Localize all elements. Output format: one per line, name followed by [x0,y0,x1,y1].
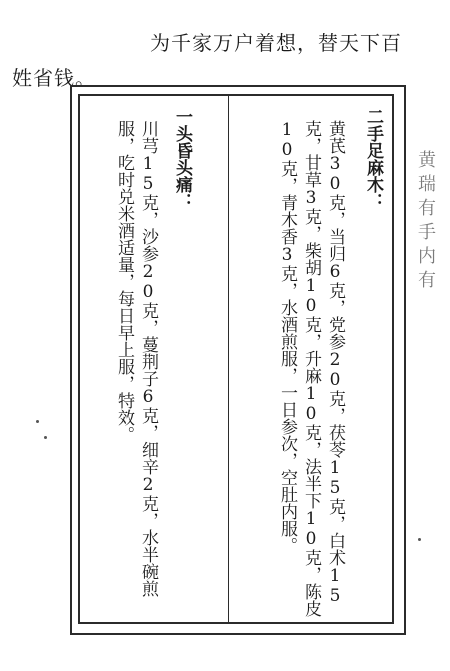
scan-speck [418,538,421,541]
remedy-1-heading-column [164,108,194,618]
scan-speck [36,420,39,423]
margin-bleed-text: 黄瑞有手内有 [415,150,436,294]
remedy-2-title: 手足麻木： [363,125,383,210]
remedy-2-text: 黄芪30克，当归6克，党参20克，茯苓15克，白术15克，甘草3克，柴胡10克，升麻10克，法半下10克，陈皮10克，青木香3克，水酒煎服，一日参次，空肚内服。 [277,120,345,617]
intro-line-1: 为千家万户着想，替天下百 [150,31,402,55]
remedy-1-number: 一 [172,108,192,125]
remedy-2-number: 二 [363,108,383,125]
remedy-2-body [275,120,347,630]
remedy-1-text: 川芎15克，沙参20克，蔓荆子6克，细辛2克，水半碗煎服，吃时兑米酒适量，每日早上服，特效。 [114,120,158,597]
remedy-2-heading-column [355,108,385,618]
scan-speck [44,436,47,439]
intro-line-2: 姓省钱。 [12,66,96,90]
remedy-1-title: 头昏头痛： [172,125,192,210]
remedy-1-body [88,120,160,630]
column-separator [228,94,229,624]
